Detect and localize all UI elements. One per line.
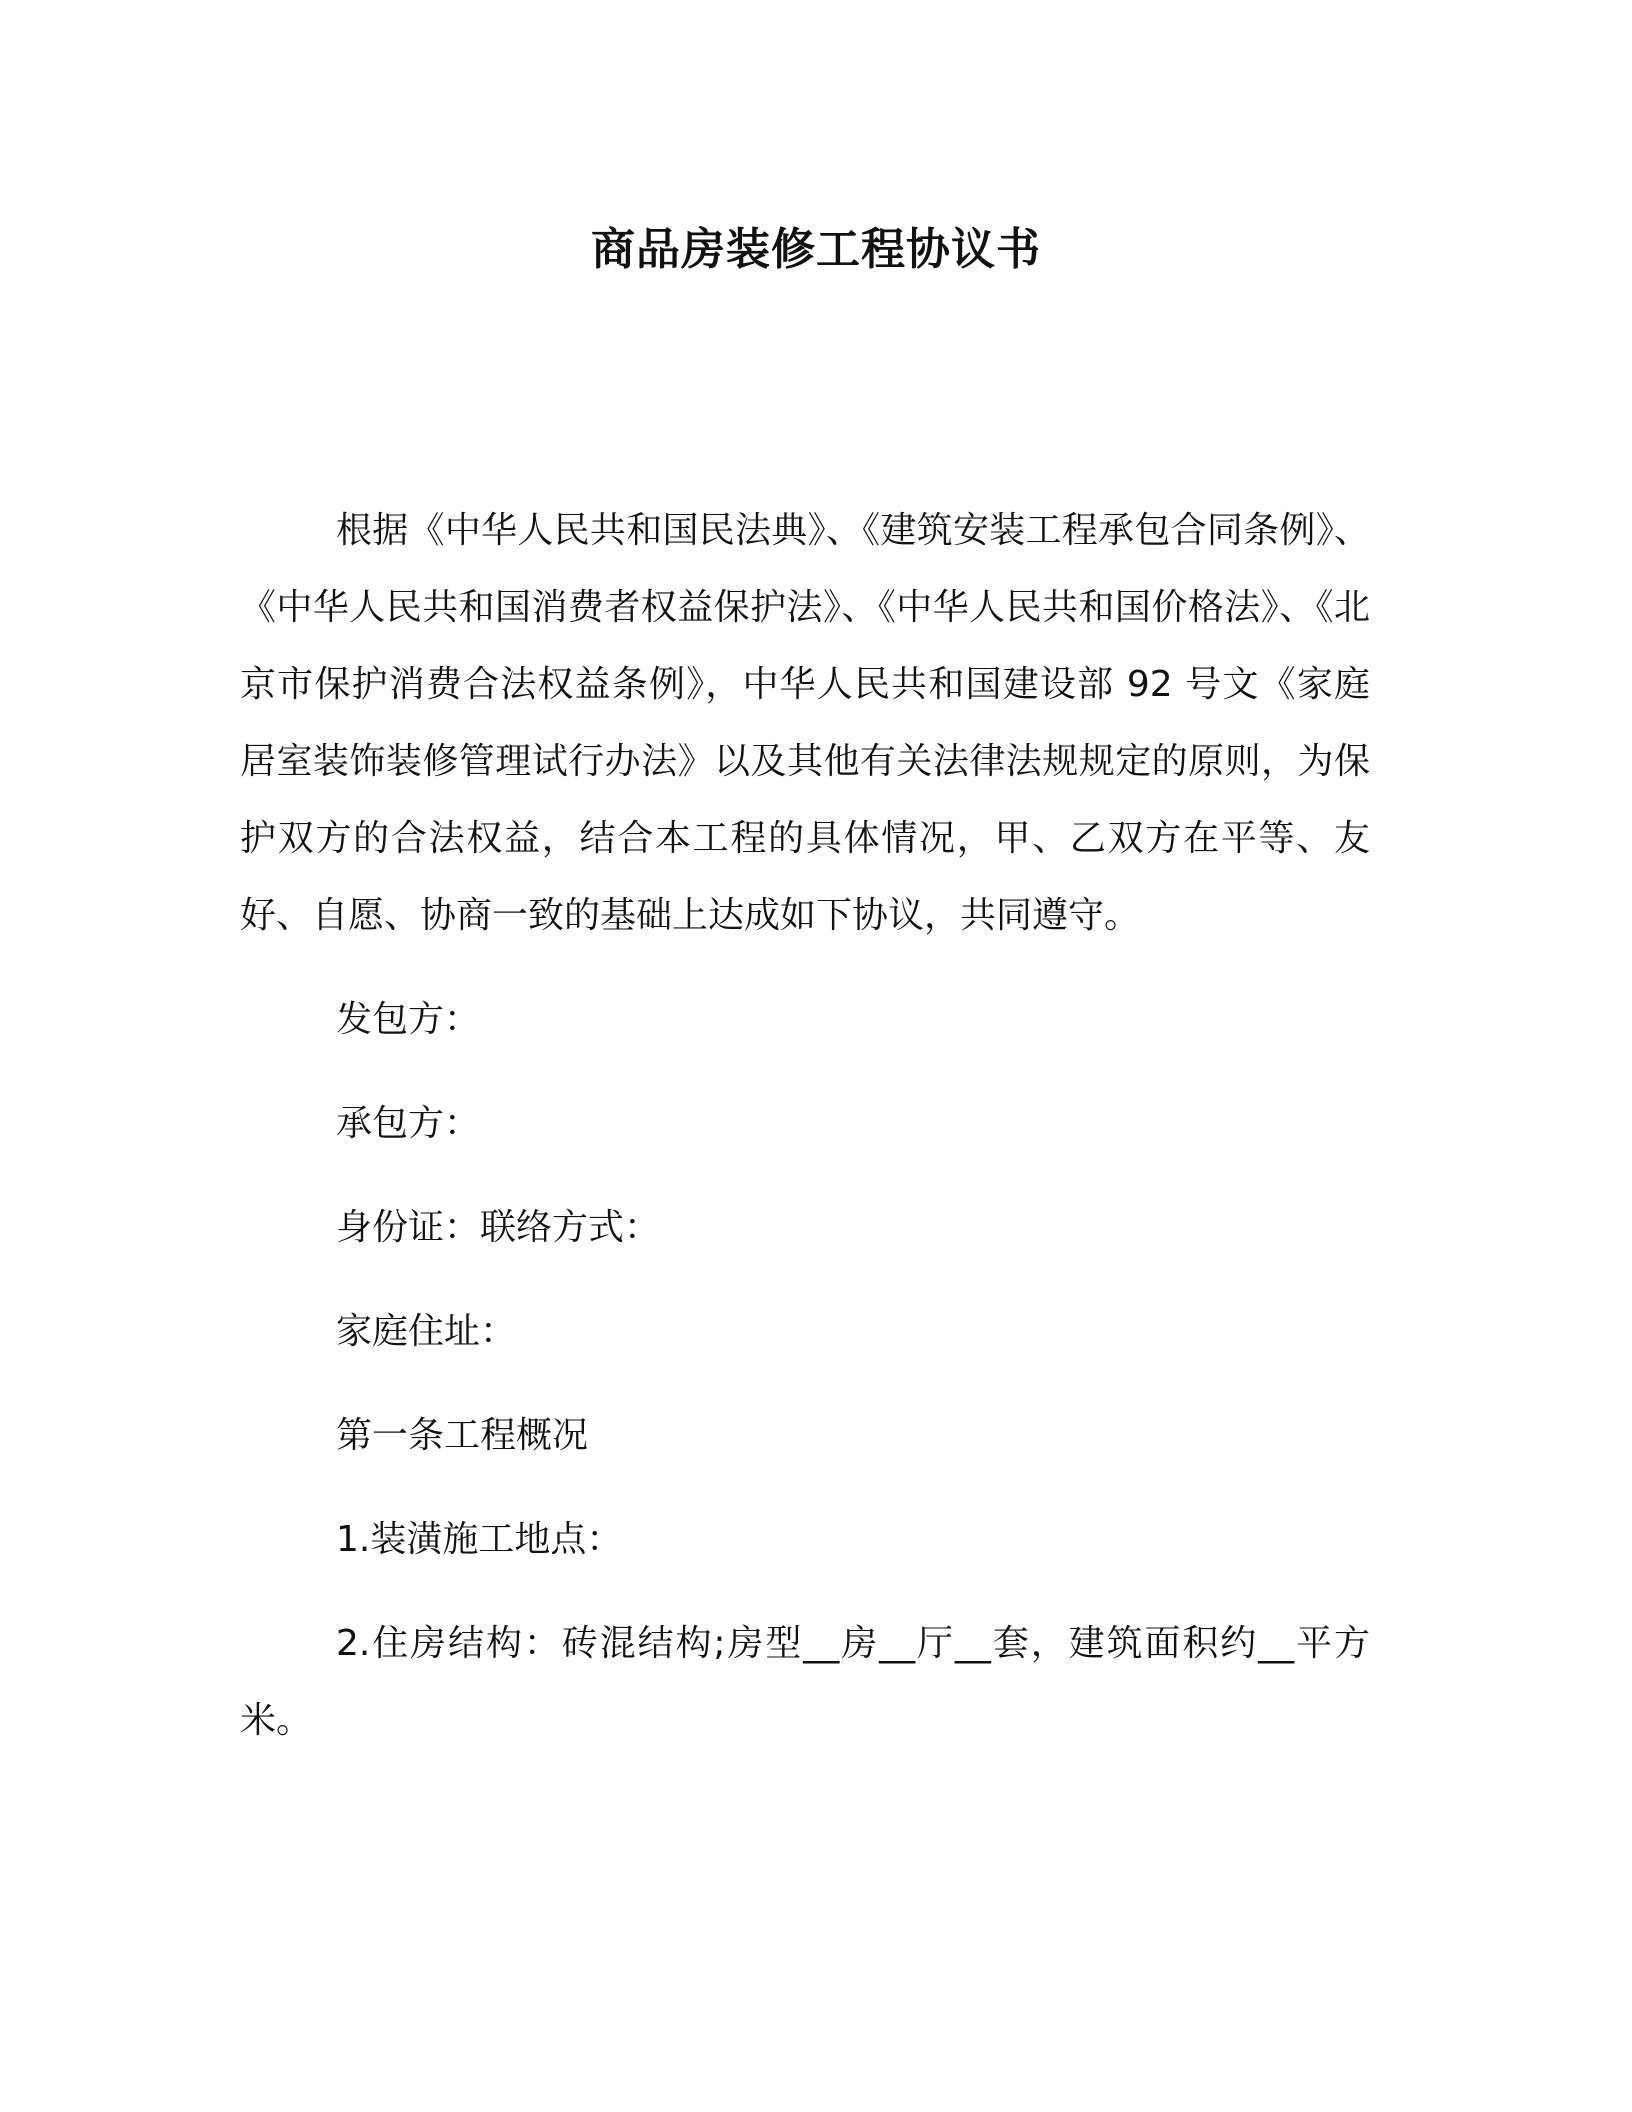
article-1-heading: 第一条工程概况 (336, 1415, 589, 1456)
document-body (240, 492, 1370, 1759)
article-1-item-2: 2.住房结构：砖混结构;房型__房__厅__套，建筑面积约__平方米。 (240, 1623, 1370, 1741)
intro-paragraph: 根据《中华人民共和国民法典》、《建筑安装工程承包合同条例》、《中华人民共和国消费者权益保护法》、《中华人民共和国价格法》、《北京市保护消费合法权益条例》，中华人民共和国建设部 92 号文《家庭居室装饰装修管理试行办法》以及其他有关法律法规规定的原则，为保护双方的合法权益，结合本工程的具体情况，甲、乙双方在平等、友好、自愿、协商一致的基础上达成如下协议，共同遵守。 (240, 510, 1370, 936)
employer-field: 发包方： (336, 999, 481, 1040)
article-1-item-1: 1.装潢施工地点： (336, 1519, 623, 1560)
id-contact-field: 身份证：联络方式： (336, 1207, 661, 1248)
contractor-field: 承包方： (336, 1103, 481, 1144)
document-title: 商品房装修工程协议书 (591, 224, 1041, 275)
home-address-field: 家庭住址： (336, 1311, 517, 1352)
